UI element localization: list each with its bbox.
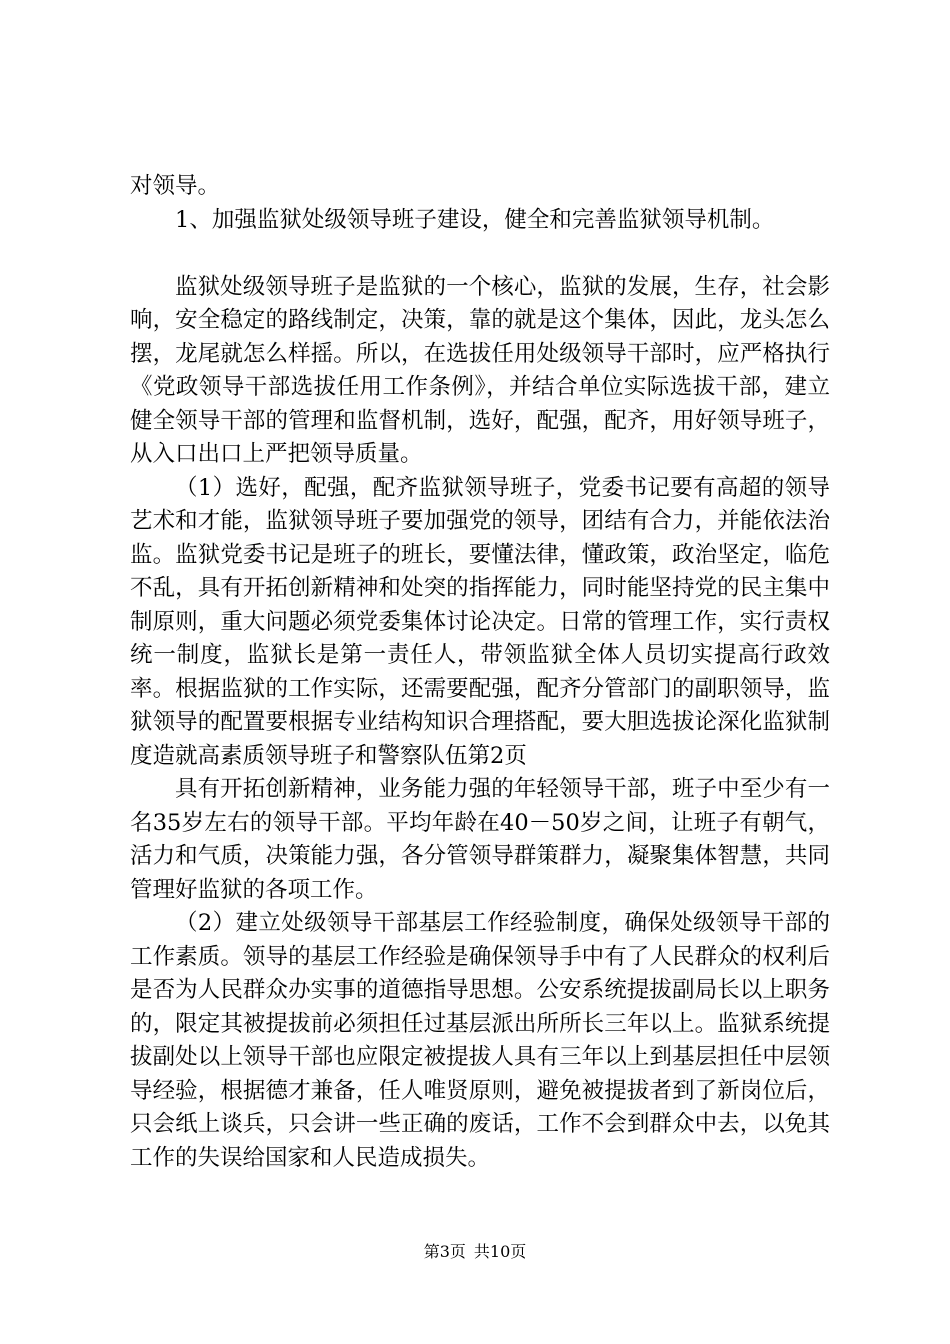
paragraph-item-1-continued: 具有开拓创新精神，业务能力强的年轻领导干部，班子中至少有一名35岁左右的领导干部。平均年龄在40－50岁之间，让班子有朝气，活力和气质，决策能力强，各分管领导群策群力，凝聚集体智慧，共同管理好监狱的各项工作。 <box>130 776 830 903</box>
page-total: 共10页 <box>473 1242 527 1261</box>
page-number: 第3页 <box>423 1242 466 1261</box>
paragraph-item-1: （1）选好，配强，配齐监狱领导班子，党委书记要有高超的领导艺术和才能，监狱领导班子要加强党的领导，团结有合力，并能依法治监。监狱党委书记是班子的班长，要懂法律，懂政策，政治坚定，临危不乱，具有开拓创新精神和处突的指挥能力，同时能坚持党的民主集中制原则，重大问题必须党委集体讨论决定。日常的管理工作，实行责权统一制度，监狱长是第一责任人，带领监狱全体人员切实提高行政效率。根据监狱的工作实际，还需要配强，配齐分管部门的副职领导，监狱领导的配置要根据专业结构知识合理搭配，要大胆选拔论深化监狱制度造就高素质领导班子和警察队伍第2页 <box>130 474 830 769</box>
document-body <box>130 170 830 1175</box>
page-footer <box>0 1242 950 1262</box>
paragraph-intro: 监狱处级领导班子是监狱的一个核心，监狱的发展，生存，社会影响，安全稳定的路线制定，决策，靠的就是这个集体，因此，龙头怎么摆，龙尾就怎么样摇。所以，在选拔任用处级领导干部时，应严格执行《党政领导干部选拔任用工作条例》，并结合单位实际选拔干部，建立健全领导干部的管理和监督机制，选好，配强，配齐，用好领导班子，从入口出口上严把领导质量。 <box>130 273 830 467</box>
paragraph-continuation: 对领导。 <box>130 173 221 199</box>
paragraph-item-2: （2）建立处级领导干部基层工作经验制度，确保处级领导干部的工作素质。领导的基层工作经验是确保领导手中有了人民群众的权利后是否为人民群众办实事的道德指导思想。公安系统提拔副局长以上职务的，限定其被提拔前必须担任过基层派出所所长三年以上。监狱系统提拔副处以上领导干部也应限定被提拔人具有三年以上到基层担任中层领导经验，根据德才兼备，任人唯贤原则，避免被提拔者到了新岗位后，只会纸上谈兵，只会讲一些正确的废话，工作不会到群众中去，以免其工作的失误给国家和人民造成损失。 <box>130 910 830 1171</box>
section-heading: 1、加强监狱处级领导班子建设，健全和完善监狱领导机制。 <box>175 206 775 233</box>
